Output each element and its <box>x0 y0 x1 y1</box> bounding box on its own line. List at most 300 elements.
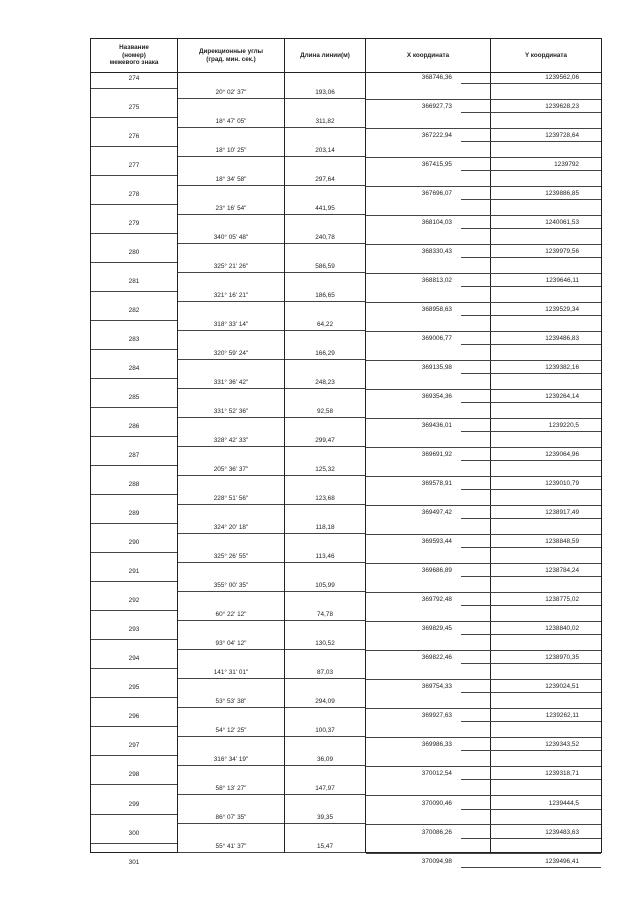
row-rule <box>178 475 284 476</box>
row-rule <box>285 127 365 128</box>
row-rule <box>366 766 601 767</box>
row-rule <box>285 649 365 650</box>
point-number: 276 <box>128 133 140 141</box>
row-rule <box>366 621 601 622</box>
direction-angle: 58° 13' 27" <box>215 784 247 792</box>
line-length: 166,29 <box>315 349 335 357</box>
row-rule <box>91 320 177 321</box>
row-rule <box>366 534 601 535</box>
line-length: 186,65 <box>315 291 335 299</box>
direction-angle: 228° 51' 56" <box>213 494 249 502</box>
y-coordinate: 1239496,41 <box>545 857 579 865</box>
row-rule <box>366 679 601 680</box>
coordinate-table <box>90 38 602 866</box>
y-coordinate: 1239318,71 <box>545 770 579 778</box>
line-length: 64,22 <box>317 320 333 328</box>
direction-angle: 93° 04' 12" <box>215 639 247 647</box>
row-rule <box>491 257 601 258</box>
row-rule <box>491 460 601 461</box>
direction-angle: 205° 36' 37" <box>213 465 249 473</box>
row-rule <box>461 315 491 316</box>
direction-angle: 325° 26' 55" <box>213 552 249 560</box>
point-number: 300 <box>128 829 140 837</box>
row-rule <box>178 330 284 331</box>
direction-angle: 324° 20' 18" <box>213 523 249 531</box>
row-rule <box>366 389 601 390</box>
row-rule <box>178 678 284 679</box>
y-coordinate: 1239628,23 <box>545 103 579 111</box>
row-rule <box>491 634 601 635</box>
row-rule <box>461 257 491 258</box>
row-rule <box>461 750 491 751</box>
row-rule <box>461 344 491 345</box>
direction-angle: 321° 16' 21" <box>213 291 249 299</box>
point-number: 282 <box>128 307 140 315</box>
y-coordinate: 1238970,35 <box>545 654 579 662</box>
row-rule <box>366 244 601 245</box>
y-coordinate: 1238784,24 <box>545 567 579 575</box>
row-rule <box>178 504 284 505</box>
y-coordinate: 1238840,02 <box>545 625 579 633</box>
row-rule <box>461 867 491 868</box>
row-rule <box>91 407 177 408</box>
row-rule <box>461 576 491 577</box>
x-coordinate: 369436,01 <box>421 422 452 430</box>
row-rule <box>91 233 177 234</box>
point-number: 295 <box>128 684 140 692</box>
direction-angle: 328° 42' 33" <box>213 436 249 444</box>
y-coordinate: 1238917,49 <box>545 509 579 517</box>
row-rule <box>285 562 365 563</box>
header-angles: Дирекционные углы (град. мин. сек.) <box>198 47 264 63</box>
row-rule <box>491 112 601 113</box>
x-coordinate: 368104,03 <box>421 219 452 227</box>
x-coordinate: 369792,48 <box>421 596 452 604</box>
x-coordinate: 369986,33 <box>421 741 452 749</box>
line-length: 193,06 <box>315 88 335 96</box>
row-rule <box>178 591 284 592</box>
point-number: 291 <box>128 568 140 576</box>
row-rule <box>285 359 365 360</box>
row-rule <box>285 504 365 505</box>
x-coordinate: 370094,98 <box>421 857 452 865</box>
x-coordinate: 370090,46 <box>421 799 452 807</box>
direction-angle: 355° 00' 35" <box>213 581 249 589</box>
point-number: 277 <box>128 162 140 170</box>
row-rule <box>461 838 491 839</box>
row-rule <box>366 99 601 100</box>
row-rule <box>91 814 177 815</box>
row-rule <box>491 199 601 200</box>
table-header <box>91 39 601 73</box>
line-length: 125,32 <box>315 465 335 473</box>
row-rule <box>91 175 177 176</box>
row-rule <box>491 547 601 548</box>
line-length: 240,78 <box>315 233 335 241</box>
y-coordinate: 1238775,02 <box>545 596 579 604</box>
x-coordinate: 369691,92 <box>421 451 452 459</box>
x-coordinate: 369006,77 <box>421 335 452 343</box>
row-rule <box>178 562 284 563</box>
point-number: 292 <box>128 597 140 605</box>
row-rule <box>285 794 365 795</box>
row-rule <box>178 185 284 186</box>
point-number: 274 <box>128 75 140 82</box>
point-number: 290 <box>128 539 140 547</box>
line-length: 203,14 <box>315 146 335 154</box>
row-rule <box>366 505 601 506</box>
point-number: 278 <box>128 191 140 199</box>
row-rule <box>491 83 601 84</box>
row-rule <box>91 843 177 844</box>
x-coordinate: 369354,36 <box>421 393 452 401</box>
point-number: 301 <box>128 858 140 866</box>
x-coordinate: 370012,54 <box>421 770 452 778</box>
row-rule <box>285 417 365 418</box>
row-rule <box>285 243 365 244</box>
x-coordinate: 369754,33 <box>421 683 452 691</box>
row-rule <box>91 726 177 727</box>
point-number: 297 <box>128 742 140 750</box>
row-rule <box>178 707 284 708</box>
row-rule <box>366 853 601 854</box>
row-rule <box>178 272 284 273</box>
row-rule <box>366 157 601 158</box>
row-rule <box>91 436 177 437</box>
y-coordinate: 1240061,53 <box>545 219 579 227</box>
row-rule <box>461 779 491 780</box>
row-rule <box>491 431 601 432</box>
row-rule <box>491 867 601 868</box>
direction-angle: 54° 12' 25" <box>215 726 247 734</box>
point-number: 286 <box>128 423 140 431</box>
line-length: 39,35 <box>317 814 333 821</box>
x-coordinate: 367696,07 <box>421 190 452 198</box>
row-rule <box>91 378 177 379</box>
direction-angle: 316° 34' 19" <box>213 755 249 763</box>
direction-angle: 55° 41' 37" <box>215 843 247 851</box>
y-coordinate: 1239064,96 <box>545 451 579 459</box>
row-rule <box>366 795 601 796</box>
y-coordinate: 1239728,64 <box>545 132 579 140</box>
row-rule <box>461 692 491 693</box>
row-rule <box>178 243 284 244</box>
row-rule <box>285 156 365 157</box>
row-rule <box>491 605 601 606</box>
row-rule <box>285 475 365 476</box>
row-rule <box>491 750 601 751</box>
line-length: 87,03 <box>317 668 333 676</box>
row-rule <box>178 794 284 795</box>
y-coordinate: 1239220,5 <box>548 422 579 430</box>
row-rule <box>178 301 284 302</box>
row-rule <box>91 146 177 147</box>
row-rule <box>178 127 284 128</box>
row-rule <box>366 186 601 187</box>
row-rule <box>491 344 601 345</box>
x-coordinate: 369593,44 <box>421 538 452 546</box>
header-name: Название (номер) межевого знака <box>109 44 159 67</box>
row-rule <box>285 823 365 824</box>
row-rule <box>178 214 284 215</box>
row-rule <box>285 388 365 389</box>
direction-angle: 340° 05' 48" <box>213 233 249 241</box>
row-rule <box>178 388 284 389</box>
line-length: 248,23 <box>315 378 335 386</box>
row-rule <box>91 494 177 495</box>
y-coordinate: 1239382,16 <box>545 364 579 372</box>
point-number: 296 <box>128 713 140 721</box>
row-rule <box>285 852 365 853</box>
y-coordinate: 1239646,11 <box>545 277 579 285</box>
x-coordinate: 368813,02 <box>421 277 452 285</box>
y-coordinate: 1239562,06 <box>545 74 579 81</box>
point-number: 284 <box>128 365 140 373</box>
row-rule <box>461 286 491 287</box>
x-coordinate: 366927,73 <box>421 103 452 111</box>
header-length: Длина линии(м) <box>300 51 350 59</box>
row-rule <box>91 523 177 524</box>
row-rule <box>178 156 284 157</box>
y-coordinate: 1239529,34 <box>545 306 579 314</box>
row-rule <box>461 518 491 519</box>
direction-angle: 53° 53' 38" <box>215 697 247 705</box>
row-rule <box>366 418 601 419</box>
row-rule <box>461 460 491 461</box>
line-length: 100,37 <box>315 726 335 734</box>
direction-angle: 325° 21' 26" <box>213 262 249 270</box>
direction-angle: 23° 16' 54" <box>215 204 247 212</box>
row-rule <box>91 552 177 553</box>
row-rule <box>491 576 601 577</box>
x-coordinate: 368746,36 <box>421 74 452 81</box>
row-rule <box>491 170 601 171</box>
row-rule <box>461 721 491 722</box>
row-rule <box>366 708 601 709</box>
row-rule <box>285 678 365 679</box>
point-number: 281 <box>128 278 140 286</box>
row-rule <box>91 465 177 466</box>
y-coordinate: 1239010,79 <box>545 480 579 488</box>
x-coordinate: 369497,42 <box>421 509 452 517</box>
x-coordinate: 370086,26 <box>421 828 452 836</box>
line-length: 299,47 <box>315 436 335 444</box>
row-rule <box>491 518 601 519</box>
row-rule <box>491 315 601 316</box>
row-rule <box>178 852 284 853</box>
direction-angle: 318° 33' 14" <box>213 320 249 328</box>
row-rule <box>366 476 601 477</box>
line-length: 92,58 <box>317 407 333 415</box>
row-rule <box>461 373 491 374</box>
point-number: 294 <box>128 655 140 663</box>
y-coordinate: 1239886,85 <box>545 190 579 198</box>
line-length: 118,18 <box>315 523 335 531</box>
y-coordinate: 1239486,83 <box>545 335 579 343</box>
direction-angle: 331° 36' 42" <box>213 378 249 386</box>
row-rule <box>366 563 601 564</box>
row-rule <box>461 170 491 171</box>
line-length: 123,68 <box>315 494 335 502</box>
header-x: X координата <box>406 51 450 59</box>
row-rule <box>91 581 177 582</box>
direction-angle: 18° 47' 05" <box>215 117 247 125</box>
row-rule <box>285 707 365 708</box>
row-rule <box>461 112 491 113</box>
line-length: 294,09 <box>315 697 335 705</box>
x-coordinate: 368330,43 <box>421 248 452 256</box>
point-number: 285 <box>128 394 140 402</box>
y-coordinate: 1239024,51 <box>545 683 579 691</box>
row-rule <box>491 228 601 229</box>
direction-angle: 331° 52' 36" <box>213 407 249 415</box>
x-coordinate: 369822,46 <box>421 654 452 662</box>
row-rule <box>366 592 601 593</box>
x-coordinate: 368958,63 <box>421 306 452 314</box>
row-rule <box>366 273 601 274</box>
row-rule <box>491 286 601 287</box>
row-rule <box>491 692 601 693</box>
line-length: 74,78 <box>317 610 333 618</box>
row-rule <box>178 98 284 99</box>
row-rule <box>285 446 365 447</box>
row-rule <box>178 736 284 737</box>
row-rule <box>461 83 491 84</box>
row-rule <box>366 737 601 738</box>
line-length: 297,64 <box>315 175 335 183</box>
row-rule <box>285 98 365 99</box>
row-rule <box>91 117 177 118</box>
row-rule <box>91 639 177 640</box>
point-number: 288 <box>128 481 140 489</box>
point-number: 298 <box>128 771 140 779</box>
point-number: 283 <box>128 336 140 344</box>
row-rule <box>178 359 284 360</box>
line-length: 147,97 <box>315 784 335 792</box>
row-rule <box>285 765 365 766</box>
line-length: 586,59 <box>315 262 335 270</box>
row-rule <box>285 301 365 302</box>
row-rule <box>285 272 365 273</box>
row-rule <box>91 784 177 785</box>
y-coordinate: 1238848,59 <box>545 538 579 546</box>
row-rule <box>491 489 601 490</box>
y-coordinate: 1239343,52 <box>545 741 579 749</box>
x-coordinate: 369578,91 <box>421 480 452 488</box>
row-rule <box>461 634 491 635</box>
point-number: 280 <box>128 249 140 257</box>
line-length: 311,82 <box>315 117 335 125</box>
row-rule <box>91 610 177 611</box>
point-number: 279 <box>128 220 140 228</box>
row-rule <box>366 215 601 216</box>
row-rule <box>461 141 491 142</box>
row-rule <box>285 736 365 737</box>
x-coordinate: 367222,94 <box>421 132 452 140</box>
row-rule <box>461 199 491 200</box>
row-rule <box>461 402 491 403</box>
row-rule <box>491 809 601 810</box>
direction-angle: 86° 07' 35" <box>215 814 247 821</box>
row-rule <box>366 128 601 129</box>
x-coordinate: 369686,89 <box>421 567 452 575</box>
row-rule <box>91 262 177 263</box>
point-number: 289 <box>128 510 140 518</box>
row-rule <box>461 489 491 490</box>
row-rule <box>285 330 365 331</box>
direction-angle: 320° 59' 24" <box>213 349 249 357</box>
row-rule <box>491 779 601 780</box>
row-rule <box>91 349 177 350</box>
row-rule <box>178 417 284 418</box>
row-rule <box>461 663 491 664</box>
row-rule <box>285 185 365 186</box>
row-rule <box>366 650 601 651</box>
row-rule <box>91 697 177 698</box>
row-rule <box>491 838 601 839</box>
row-rule <box>91 668 177 669</box>
row-rule <box>461 547 491 548</box>
direction-angle: 60° 22' 12" <box>215 610 247 618</box>
line-length: 15,47 <box>317 843 333 851</box>
row-rule <box>285 533 365 534</box>
row-rule <box>285 591 365 592</box>
row-rule <box>461 809 491 810</box>
row-rule <box>178 533 284 534</box>
y-coordinate: 1239444,5 <box>548 799 579 807</box>
row-rule <box>91 291 177 292</box>
y-coordinate: 1239979,56 <box>545 248 579 256</box>
row-rule <box>461 228 491 229</box>
line-length: 130,52 <box>315 639 335 647</box>
point-number: 293 <box>128 626 140 634</box>
row-rule <box>366 447 601 448</box>
point-number: 299 <box>128 800 140 808</box>
x-coordinate: 367415,95 <box>421 161 452 169</box>
row-rule <box>91 204 177 205</box>
y-coordinate: 1239483,63 <box>545 828 579 836</box>
point-number: 287 <box>128 452 140 460</box>
y-coordinate: 1239262,11 <box>545 712 579 720</box>
line-length: 105,99 <box>315 581 335 589</box>
point-number: 275 <box>128 104 140 112</box>
direction-angle: 18° 34' 58" <box>215 175 247 183</box>
header-y: Y координата <box>524 51 568 59</box>
row-rule <box>91 88 177 89</box>
row-rule <box>491 663 601 664</box>
row-rule <box>178 649 284 650</box>
direction-angle: 18° 10' 25" <box>215 146 247 154</box>
row-rule <box>91 755 177 756</box>
y-coordinate: 1239792 <box>554 161 579 169</box>
row-rule <box>461 605 491 606</box>
row-rule <box>491 141 601 142</box>
row-rule <box>461 431 491 432</box>
row-rule <box>285 214 365 215</box>
x-coordinate: 369829,45 <box>421 625 452 633</box>
row-rule <box>178 765 284 766</box>
row-rule <box>178 620 284 621</box>
row-rule <box>366 360 601 361</box>
row-rule <box>491 402 601 403</box>
row-rule <box>178 823 284 824</box>
line-length: 441,95 <box>315 204 335 212</box>
line-length: 113,46 <box>315 552 335 560</box>
row-rule <box>491 373 601 374</box>
row-rule <box>366 331 601 332</box>
y-coordinate: 1239264,14 <box>545 393 579 401</box>
direction-angle: 20° 02' 37" <box>215 88 247 96</box>
